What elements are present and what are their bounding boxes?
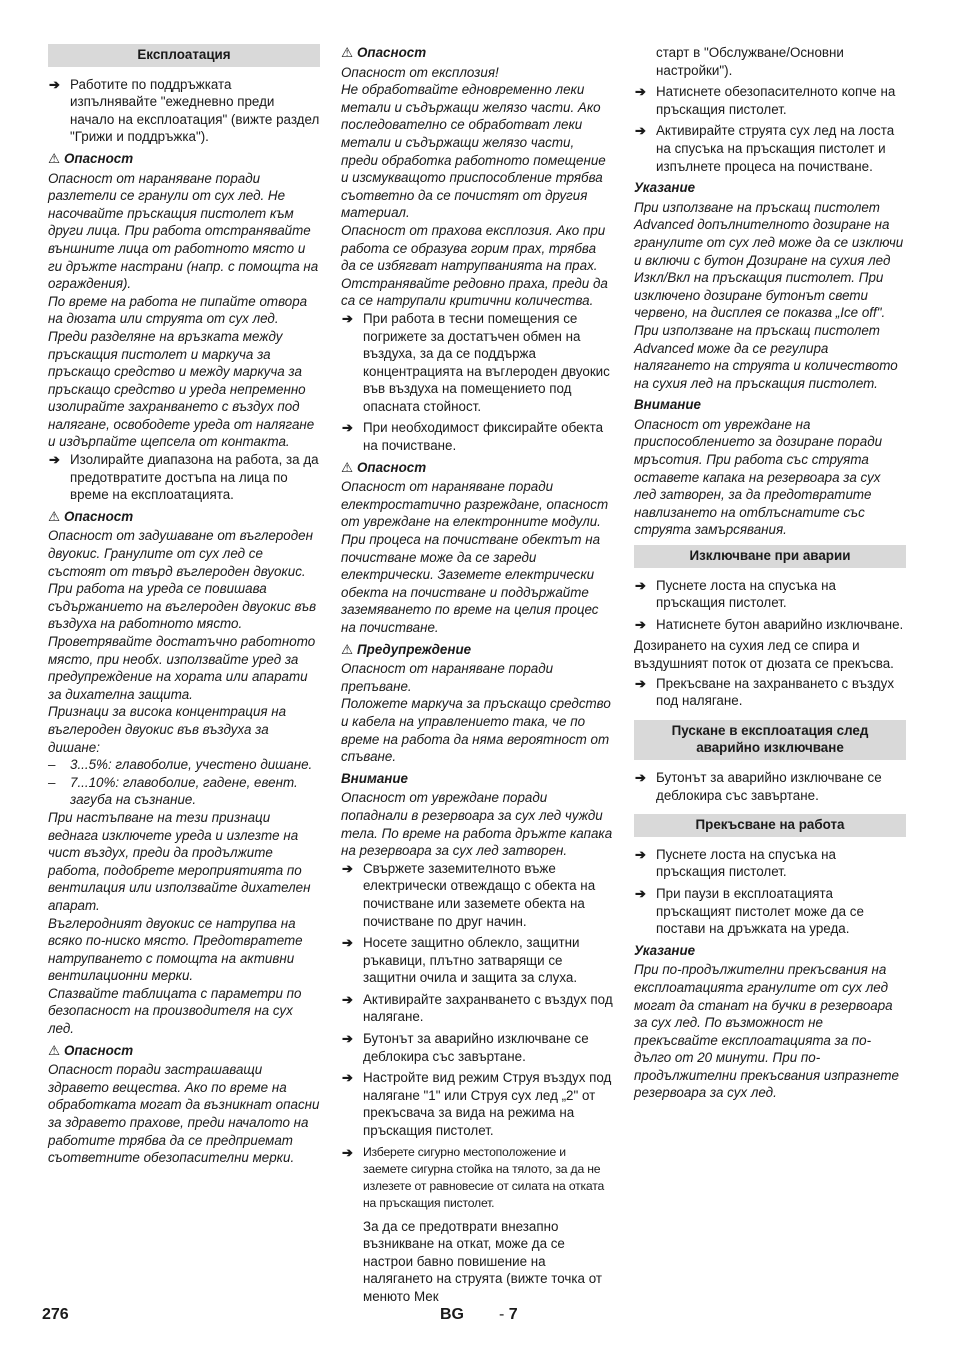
language-code: BG <box>440 1306 464 1323</box>
column-right <box>634 44 906 1102</box>
section-heading-restart-after-emergency: Пускане в експлоатация след аварийно изключване <box>634 720 906 760</box>
arrow-icon: ➔ <box>635 577 646 593</box>
result-text: Дозирането на сухия лед се спира и въздушният поток от дюзата се прекъсва. <box>634 638 894 671</box>
danger-text: Опасност от прахова експлозия. Ако при работа се образува горим прах, трябва да се избягват натрупванията на прах. Отстранявайте редовно праха, преди да са се натрупали критични количества. <box>341 222 608 309</box>
warning-text: Положете маркуча за пръскащо средство и кабела на управлението така, че по време на работа да няма вероятност от спъване. <box>341 696 611 765</box>
section-heading-operation: Експлоатация <box>48 44 320 67</box>
arrow-icon: ➔ <box>635 675 646 691</box>
instruction-continuation: старт в "Обслужване/Основни настройки"). <box>656 45 844 78</box>
caution-heading: Внимание <box>341 770 409 786</box>
arrow-icon: ➔ <box>342 1031 353 1047</box>
danger-heading: ⚠ Опасност <box>341 459 427 475</box>
danger-text: Опасност от нараняване поради разлетели се гранули от сух лед. Не насочвайте пръскащия пистолет към други лица. При работа отстранявайте външните лица от работното място и ги дръжте настрани (напр. с помощта на ограждения). <box>48 170 319 292</box>
danger-text: Опасност от експлозия! <box>341 64 499 80</box>
instruction-item: ➔ Работите по поддръжката изпълнявайте "ежедневно преди начало на експлоатация" (вижте раздел "Грижи и поддръжка"). <box>49 76 320 145</box>
danger-text: Опасност поради застрашаващи здравето вещества. Ако по време на обработката могат да възникнат опасни за здравето прахове, преди началото на работите трябва да се предприемат съответните обезопасителни мерки. <box>48 1062 320 1166</box>
danger-text: По време на работа не пипайте отвора на дюзата или струята от сух лед. Преди разделяне на връзката между пръскащия пистолет и маркуча за пръскащо средство и между маркуча за пръскащо средство и уреда непременно изолирайте захранването с въздух под налягане, освободете уреда от налягане и издърпайте щепсела от контакта. <box>48 293 315 450</box>
note-text: При използване на пръскащ пистолет Advanced може да се регулира налягането на струята и количеството на сухия лед на пръскащия пистолет. <box>634 322 898 391</box>
warning-triangle-icon: ⚠ <box>341 459 354 475</box>
warning-triangle-icon: ⚠ <box>48 508 61 524</box>
warning-triangle-icon: ⚠ <box>341 45 354 60</box>
danger-heading: ⚠ Опасност <box>48 508 134 524</box>
arrow-icon: ➔ <box>635 769 646 785</box>
symptom-item: – 3...5%: главоболие, учестено дишане. <box>48 757 313 773</box>
caution-heading: Внимание <box>634 397 702 413</box>
instruction-item: ➔ Пуснете лоста на спусъка на пръскащия пистолет. <box>635 577 836 611</box>
caution-text: Опасност от увреждане на приспособлението за дозиране поради мръсотия. При работа със струята оставете капака на резервоара за сух лед затворен, за да предотвратите навлизането на отблъснатите със струята замърсявания. <box>634 416 883 538</box>
instruction-item: ➔ Свържете заземителното въже електрически отвеждащо с обекта на почистване или заземете обекта на почистване по друг начин. <box>342 860 596 929</box>
instruction-item: ➔ Изберете сигурно местоположение и заемете сигурна стойка на тялото, за да не излезете от равновесие от силата на отката на пръскащия пистолет. <box>342 1144 605 1210</box>
danger-text: Не обработвайте едновременно леки метали и съдържащи желязо части. Ако последователно се обработват леки метали и съдържащи желязо части, преди обработка работното помещение и изсмукващото приспособление трябва съответно да се почистят от другия материал. <box>341 82 606 221</box>
page-number: 276 <box>42 1306 69 1323</box>
instruction-item: ➔ Настройте вид режим Струя въздух под налягане "1" или Струя сух лед „2" от прекъсвача за вида на режима на пръскащия пистолет. <box>342 1070 612 1139</box>
warning-triangle-icon: ⚠ <box>341 641 354 657</box>
column-middle <box>341 44 613 1310</box>
arrow-icon: ➔ <box>635 846 646 862</box>
arrow-icon: ➔ <box>342 310 353 326</box>
instruction-item: ➔ Активирайте захранването с въздух под налягане. <box>342 991 613 1025</box>
danger-heading: ⚠ Опасност <box>341 45 427 60</box>
arrow-icon: ➔ <box>49 76 60 92</box>
instruction-item: ➔ При работа в тесни помещения се погрижете за достатъчен обмен на въздуха, за да се поддържа концентрацията на въглероден двуокис във въздуха на помещението под опасната стойност. <box>342 310 610 414</box>
instruction-item: ➔ Прекъсване на захранването с въздух под налягане. <box>635 675 895 709</box>
warning-text: Опасност от нараняване поради препъване. <box>341 661 554 694</box>
caution-text: Опасност от увреждане поради попаднали в резервоара за сух лед чужди тела. По време на работа дръжте капака на резервоара за сух лед затворен. <box>341 790 613 859</box>
arrow-icon: ➔ <box>342 935 353 951</box>
note-text: При използване на пръскащ пистолет Advanced допълнителното дозиране на гранулите от сух лед може да се изключи и включи с бутон Дозиране на сухия лед Изкл/Вкл на пръскащия пистолет. При изключено дозиране бутонът свети червено, на дисплея се показва „Ice off". <box>634 199 904 321</box>
instruction-item: ➔ Активирайте струята сух лед на лоста на спусъка на пръскащия пистолет и изпълнете процеса на почистване. <box>635 123 895 174</box>
instruction-item: ➔ Изолирайте диапазона на работа, за да предотвратите достъпа на лица по време на експлоатацията. <box>49 452 319 503</box>
danger-text: При настъпване на тези признаци веднага изключете уреда и излезте на чист въздух, преди да продължите работа, подобрете мероприятията по вентилация или използвайте дихателен апарат. <box>48 809 311 913</box>
arrow-icon: ➔ <box>635 885 646 901</box>
danger-text: Признаци за висока концентрация на въглероден двуокис във въздуха за дишане: <box>48 704 287 755</box>
arrow-icon: ➔ <box>342 991 353 1007</box>
instruction-item: ➔ При паузи в експлоатацията пръскащият пистолет може да се постави на дръжката на уреда. <box>635 885 864 937</box>
section-heading-emergency-stop: Изключване при аварии <box>634 545 906 568</box>
instruction-continuation: За да се предотврати внезапно възникване на откат, може да се настрои бавно повишение на налягането на струята (вижте точка от менюто Мек <box>363 1218 603 1304</box>
danger-text: Спазвайте таблицата с параметри по безопасност на производителя на сух лед. <box>48 985 302 1037</box>
column-left <box>48 44 320 1167</box>
instruction-item: ➔ Пуснете лоста на спусъка на пръскащия пистолет. <box>635 846 836 880</box>
warning-triangle-icon: ⚠ <box>48 1042 61 1058</box>
instruction-item: ➔ Натиснете обезопасителното копче на пръскащия пистолет. <box>635 84 896 117</box>
danger-text: Опасност от нараняване поради електростатично разреждане, опасност от увреждане на електронните модули. При процеса на почистване обектът на почистване може да се зареди електрически. Заземете електрически обекта на почистване и поддържайте заземяването по време на целия процес на почистване. <box>341 479 609 635</box>
sub-page-number: - 7 <box>499 1306 518 1323</box>
arrow-icon: ➔ <box>342 420 353 436</box>
instruction-item: ➔ При необходимост фиксирайте обекта на почистване. <box>342 420 604 454</box>
section-heading-interrupt-work: Прекъсване на работа <box>634 814 906 837</box>
arrow-icon: ➔ <box>342 1144 353 1160</box>
danger-text: Въглеродният двуокис се натрупва на всяко по-ниско място. Предотвратете натрупването с помощта на активни вентилационни мерки. <box>48 915 303 984</box>
note-heading: Указание <box>634 942 696 958</box>
arrow-icon: ➔ <box>49 452 60 468</box>
arrow-icon: ➔ <box>342 1070 353 1086</box>
instruction-item: ➔ Носете защитно облекло, защитни ръкавици, плътно затварящи се защитни очила и защита за слуха. <box>342 935 580 986</box>
arrow-icon: ➔ <box>635 84 646 100</box>
instruction-item: ➔ Бутонът за аварийно изключване се деблокира със завъртане. <box>635 769 882 803</box>
danger-heading: ⚠ Опасност <box>48 1042 134 1058</box>
symptom-item: – 7...10%: главоболие, гадене, евент. загуба на съзнание. <box>48 774 298 808</box>
danger-text: Опасност от задушаване от въглероден двуокис. Гранулите от сух лед се състоят от твърд въглероден двуокис. При работа на уреда се повишава съдържанието на въглероден двуокис във въздуха на работното място. Проветрявайте достатъчно работното място, при необх. използвайте уред за предупреждение на хората или апарати за дихателна защита. <box>48 528 317 702</box>
arrow-icon: ➔ <box>635 123 646 139</box>
note-text: При по-продължителни прекъсвания на експлоатацията гранулите от сух лед могат да станат на бучки в резервоара за сух лед. По възможност не прекъсвайте експлоатацията за по-дълго от 20 минути. При по-продължителни прекъсвания изпразнете резервоара за сух лед. <box>634 962 900 1101</box>
instruction-item: ➔ Натиснете бутон аварийно изключване. <box>635 616 904 632</box>
warning-heading: ⚠ Предупреждение <box>341 641 472 657</box>
arrow-icon: ➔ <box>342 860 353 876</box>
note-heading: Указание <box>634 180 696 196</box>
danger-heading: ⚠ Опасност <box>48 150 134 166</box>
warning-triangle-icon: ⚠ <box>48 150 61 166</box>
instruction-item: ➔ Бутонът за аварийно изключване се деблокира със завъртане. <box>342 1031 589 1064</box>
arrow-icon: ➔ <box>635 616 646 632</box>
